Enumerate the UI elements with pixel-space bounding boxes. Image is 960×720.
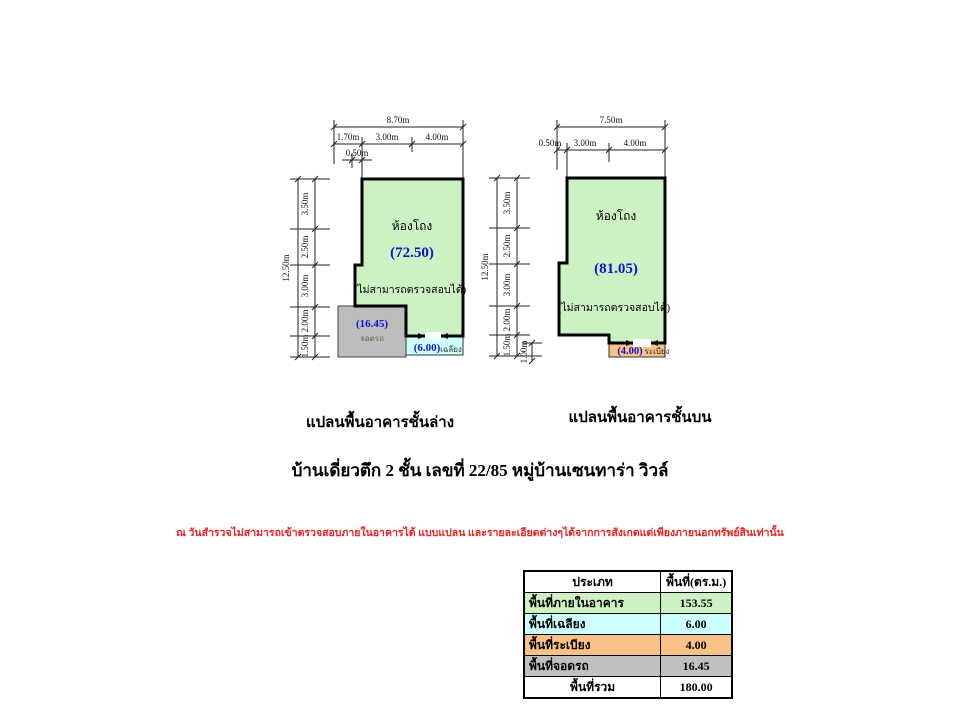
table-row <box>524 593 732 614</box>
upper-floor-plan <box>480 108 690 368</box>
area-summary-table <box>523 570 733 699</box>
dim-h2: 2.50m <box>502 234 512 258</box>
row-value: 4.00 <box>661 635 732 656</box>
table-row <box>524 635 732 656</box>
row-label: พื้นที่ภายในอาคาร <box>524 593 661 614</box>
hall-label: ห้องโถง <box>595 209 637 223</box>
table-row <box>524 614 732 635</box>
dim-h5: 1.50m <box>502 333 512 357</box>
dim-w1: 0.50m <box>538 138 562 148</box>
survey-note: ณ วันสำรวจไม่สามารถเข้าตรวจสอบภายในอาคารได้ แบบแปลน และรายละเอียดต่างๆได้จากการสังเกตแต่เพียงภายนอกทรัพย์สินเท่านั้น <box>176 528 784 539</box>
dim-h6: 1.00m <box>519 340 529 364</box>
upper-floor-caption: แปลนพื้นอาคารชั้นบน <box>568 410 712 426</box>
dim-w2: 3.00m <box>375 132 399 142</box>
dim-h3: 3.00m <box>300 274 310 298</box>
dim-total-height: 12.50m <box>281 254 291 282</box>
balcony-area-value: (4.00) <box>617 346 643 357</box>
row-label: พื้นที่เฉลียง <box>524 614 661 635</box>
dim-total-height: 12.50m <box>480 253 490 281</box>
dim-w2: 3.00m <box>573 138 597 148</box>
hall-label: ห้องโถง <box>391 219 433 233</box>
balcony-label: ระเบียง <box>644 347 670 356</box>
porch-label: เฉลียง <box>440 345 462 354</box>
table-header-row <box>524 571 732 593</box>
dim-h4: 2.00m <box>502 308 512 332</box>
dim-h4: 2.00m <box>300 309 310 333</box>
dim-w3: 4.00m <box>623 138 647 148</box>
page-title: บ้านเดี่ยวตึก 2 ชั้น เลขที่ 22/85 หมู่บ้านเซนทาร่า วิวล์ <box>291 461 669 480</box>
table-total-row <box>524 677 732 699</box>
carport-area-value: (16.45) <box>355 318 389 330</box>
carport-label: จอดรถ <box>360 334 384 343</box>
dim-h3: 3.00m <box>502 273 512 297</box>
dim-w1: 1.70m <box>336 132 360 142</box>
ground-floor-plan <box>280 108 500 368</box>
header-type: ประเภท <box>524 571 661 593</box>
dim-h1: 3.50m <box>502 191 512 215</box>
total-value: 180.00 <box>661 677 732 699</box>
hall-note: (ไม่สามารถตรวจสอบได้) <box>353 285 467 296</box>
table-row <box>524 656 732 677</box>
hall-note: (ไม่สามารถตรวจสอบได้) <box>557 303 671 314</box>
dim-total-width: 7.50m <box>599 115 623 125</box>
carport-area-shape <box>338 306 406 357</box>
dim-total-width: 8.70m <box>386 115 410 125</box>
row-value: 6.00 <box>661 614 732 635</box>
hall-area-value: (81.05) <box>594 261 638 277</box>
hall-area-value: (72.50) <box>390 245 434 261</box>
ground-floor-caption: แปลนพื้นอาคารชั้นล่าง <box>305 415 455 431</box>
row-value: 153.55 <box>661 593 732 614</box>
porch-area-value: (6.00) <box>413 342 441 354</box>
row-value: 16.45 <box>661 656 732 677</box>
row-label: พื้นที่จอดรถ <box>524 656 661 677</box>
header-area: พื้นที่(ตร.ม.) <box>661 571 732 593</box>
dim-h5: 1.50m <box>300 334 310 358</box>
row-label: พื้นที่ระเบียง <box>524 635 661 656</box>
dim-wstep: 0.50m <box>345 148 369 158</box>
dim-h1: 3.50m <box>300 192 310 216</box>
dim-w3: 4.00m <box>425 132 449 142</box>
dim-h2: 2.50m <box>300 235 310 259</box>
total-label: พื้นที่รวม <box>524 677 661 699</box>
